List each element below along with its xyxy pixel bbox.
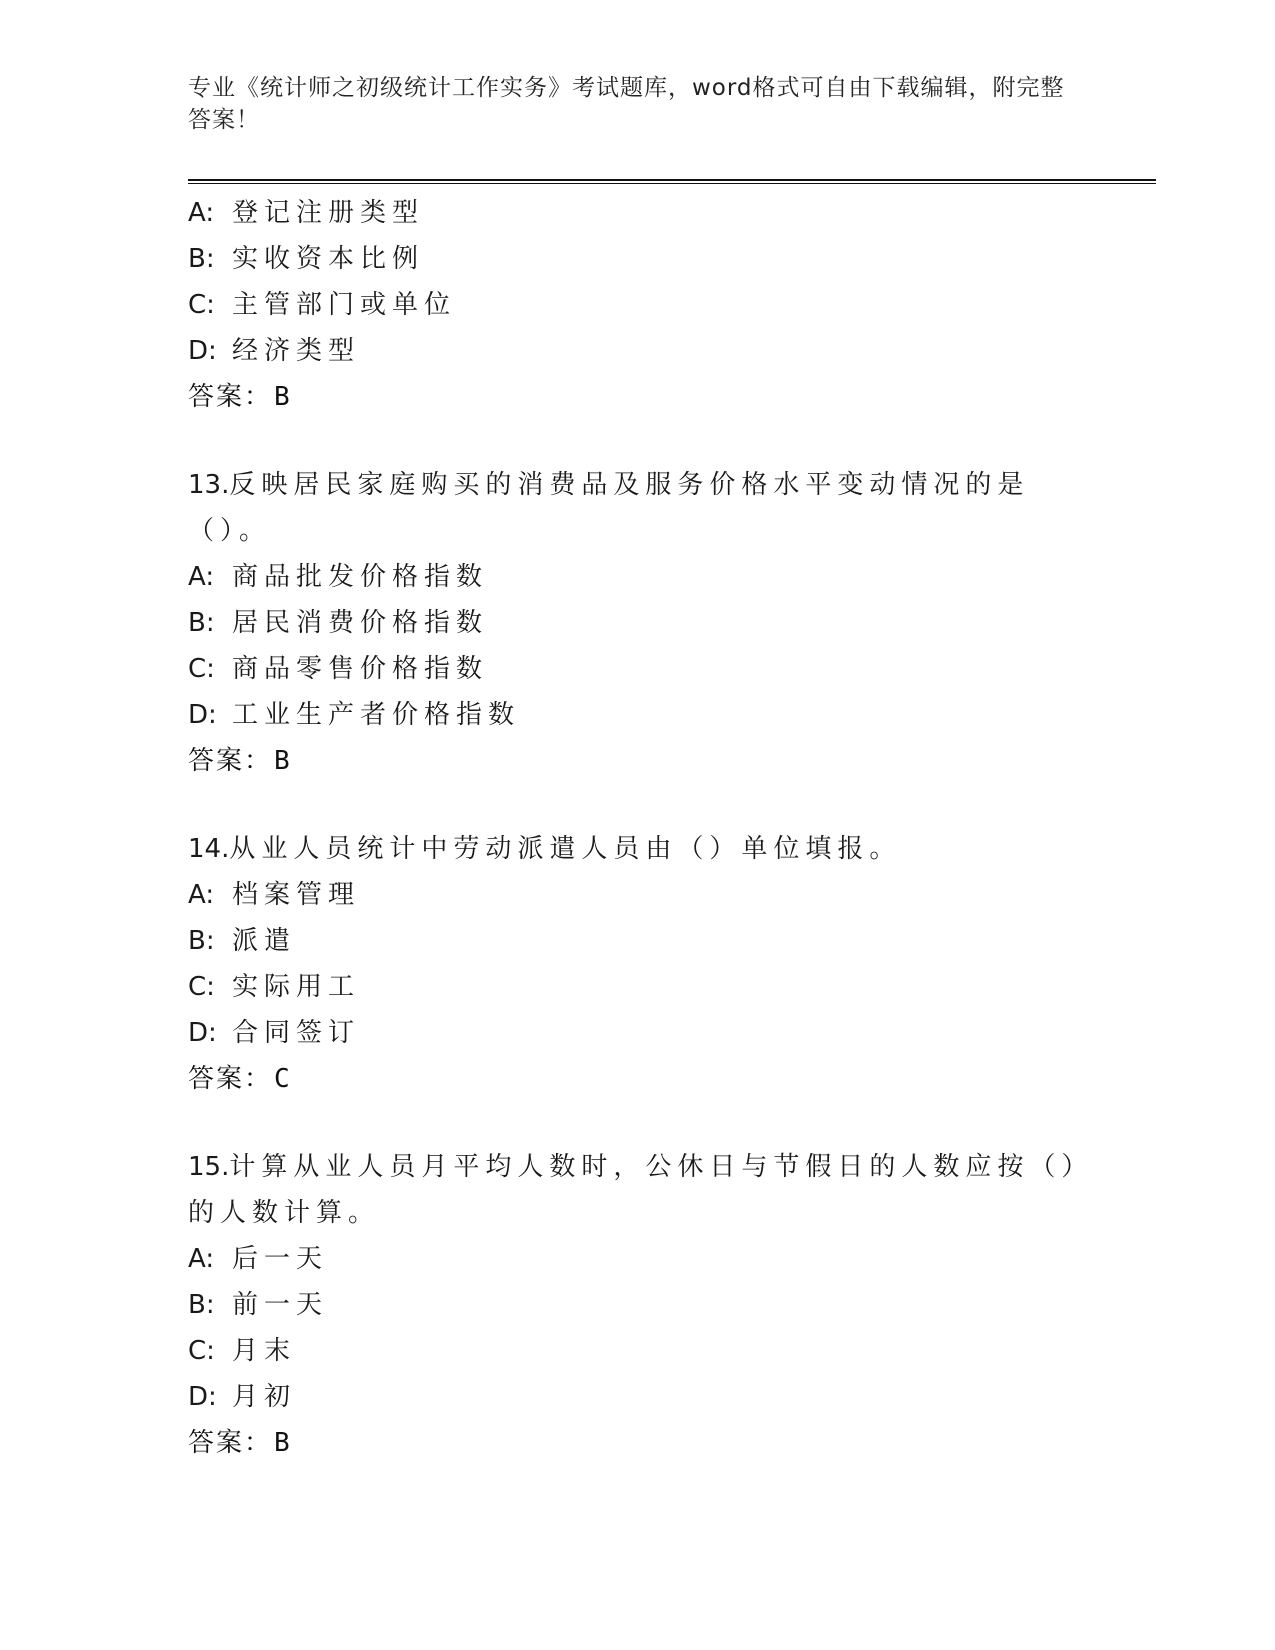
question-stem — [188, 826, 1088, 872]
answer-label: 答案： — [188, 1064, 273, 1094]
answer-value: B — [274, 382, 292, 412]
question-text: 计算从业人员月平均人数时，公休日与节假日的人数应按（）的人数计算。 — [188, 1152, 1081, 1228]
question-stem — [188, 1144, 1088, 1236]
option-text: 居民消费价格指数 — [232, 608, 489, 638]
question-number: 14. — [188, 834, 230, 864]
answer-line — [188, 1056, 1128, 1102]
option-d — [188, 328, 1128, 374]
option-a — [188, 1236, 1128, 1282]
header-note: 专业《统计师之初级统计工作实务》考试题库，word格式可自由下载编辑，附完整答案！ — [188, 75, 1065, 133]
answer-line — [188, 1420, 1128, 1466]
option-text: 工业生产者价格指数 — [232, 700, 521, 730]
header-divider-thin — [188, 183, 1156, 184]
option-c — [188, 1328, 1128, 1374]
option-text: 实收资本比例 — [232, 244, 425, 274]
answer-line — [188, 374, 1128, 420]
option-b — [188, 1282, 1128, 1328]
option-text: 档案管理 — [232, 880, 361, 910]
option-d — [188, 692, 1128, 738]
question-stem — [188, 462, 1088, 554]
answer-value: B — [274, 746, 292, 776]
option-b — [188, 236, 1128, 282]
option-text: 主管部门或单位 — [232, 290, 457, 320]
option-text: 登记注册类型 — [232, 198, 425, 228]
option-text: 派遣 — [232, 926, 297, 956]
header-divider-thick — [188, 179, 1156, 181]
option-letter: D: — [188, 1018, 217, 1048]
option-text: 合同签订 — [232, 1018, 361, 1048]
question-block-14 — [188, 826, 1128, 1102]
answer-value: C — [274, 1064, 292, 1094]
option-c — [188, 282, 1128, 328]
option-letter: A: — [188, 562, 215, 592]
option-letter: D: — [188, 700, 217, 730]
answer-label: 答案： — [188, 382, 273, 412]
option-text: 经济类型 — [232, 336, 361, 366]
option-letter: C: — [188, 972, 215, 1002]
option-letter: C: — [188, 290, 215, 320]
carryover-block — [188, 190, 1128, 420]
option-c — [188, 646, 1128, 692]
option-letter: B: — [188, 244, 215, 274]
option-a — [188, 554, 1128, 600]
answer-line — [188, 738, 1128, 784]
option-d — [188, 1374, 1128, 1420]
option-d — [188, 1010, 1128, 1056]
answer-label: 答案： — [188, 1428, 273, 1458]
option-b — [188, 918, 1128, 964]
option-c — [188, 964, 1128, 1010]
option-letter: B: — [188, 1290, 215, 1320]
option-letter: B: — [188, 608, 215, 638]
question-text: 反映居民家庭购买的消费品及服务价格水平变动情况的是（）。 — [188, 470, 1030, 546]
question-block-13 — [188, 462, 1128, 784]
option-text: 后一天 — [232, 1244, 329, 1274]
option-text: 商品批发价格指数 — [232, 562, 489, 592]
option-text: 商品零售价格指数 — [232, 654, 489, 684]
option-a — [188, 872, 1128, 918]
question-number: 15. — [188, 1152, 230, 1182]
option-text: 前一天 — [232, 1290, 329, 1320]
option-letter: C: — [188, 1336, 215, 1366]
question-number: 13. — [188, 470, 230, 500]
option-letter: A: — [188, 198, 215, 228]
option-letter: D: — [188, 336, 217, 366]
question-text: 从业人员统计中劳动派遣人员由（）单位填报。 — [229, 834, 902, 864]
option-letter: B: — [188, 926, 215, 956]
answer-value: B — [274, 1428, 292, 1458]
option-text: 月初 — [232, 1382, 297, 1412]
question-block-15 — [188, 1144, 1128, 1466]
answer-label: 答案： — [188, 746, 273, 776]
option-a — [188, 190, 1128, 236]
option-b — [188, 600, 1128, 646]
option-letter: A: — [188, 1244, 215, 1274]
question-content — [188, 190, 1128, 1466]
option-letter: A: — [188, 880, 215, 910]
option-text: 月末 — [232, 1336, 297, 1366]
option-text: 实际用工 — [232, 972, 361, 1002]
option-letter: D: — [188, 1382, 217, 1412]
option-letter: C: — [188, 654, 215, 684]
